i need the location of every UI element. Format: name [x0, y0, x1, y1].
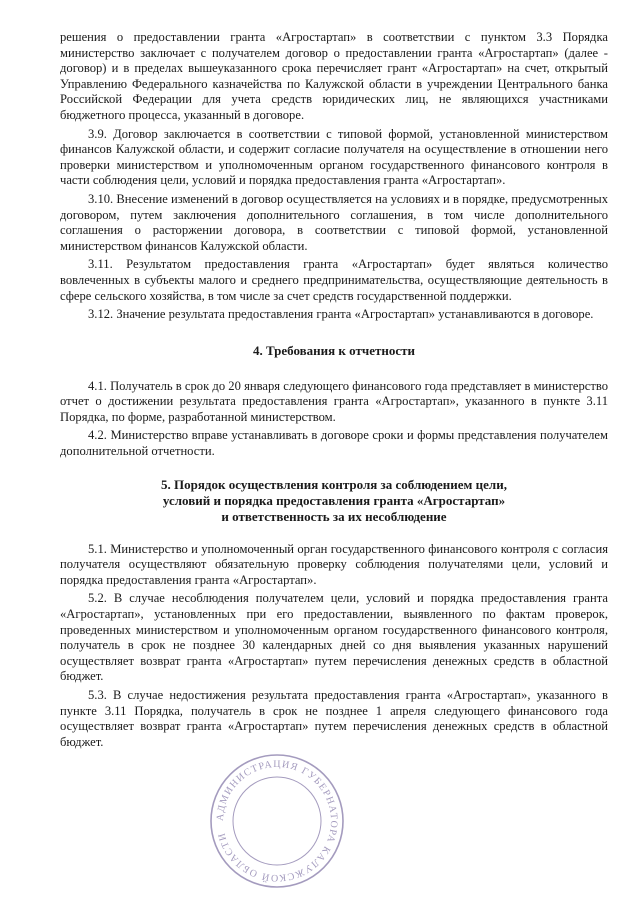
document-page: [60, 30, 608, 750]
paragraph-3-12: 3.12. Значение результата предоставления гранта «Агростартап» устанавливаются в договоре.: [88, 307, 594, 322]
paragraph-3-10: 3.10. Внесение изменений в договор осуществляется на условиях и в порядке, предусмотренных договором, путем заключения дополнительного соглашения, в том числе дополнительного соглашения о расторжении договора, в соответствии с типовой формой, установленной министерством финансов Калужской области.: [60, 191, 608, 253]
section-5-heading-line-2: условий и порядка предоставления гранта «Агростартап»: [162, 492, 506, 508]
section-5-heading-line-1: 5. Порядок осуществления контроля за соблюдением цели,: [161, 476, 507, 492]
svg-text:АДМИНИСТРАЦИЯ ГУБЕРНАТОРА КАЛУ: АДМИНИСТРАЦИЯ ГУБЕРНАТОРА КАЛУЖСКОЙ ОБЛАСТИ: [214, 758, 340, 884]
section-5-heading-line-3: и ответственность за их несоблюдение: [221, 508, 447, 524]
paragraph-5-1: 5.1. Министерство и уполномоченный орган государственного финансового контроля с согласия получателя осуществляют обязательную проверку соблюдения получателями цели, условий и порядка предоставления гранта «Агростартап».: [60, 541, 608, 587]
paragraph-3-11: 3.11. Результатом предоставления гранта «Агростартап» будет являться количество вовлеченных в субъекты малого и среднего предпринимательства, осуществляющие деятельность в сфере сельского хозяйства, в том числе за счет средств государственной поддержки.: [60, 257, 608, 303]
paragraph-5-3: 5.3. В случае недостижения результата предоставления гранта «Агростартап», указанного в пункте 3.11 Порядка, получатель в срок не позднее 1 апреля следующего финансового года осуществляет возврат гранта «Агростартап» путем перечисления денежных средств в областной бюджет.: [60, 688, 608, 749]
paragraph-4-1: 4.1. Получатель в срок до 20 января следующего финансового года представляет в министерство отчет о достижении результата предоставления гранта «Агростартап», указанного в пункте 3.11 Порядка, по форме, разработанной министерством.: [60, 378, 608, 424]
section-4-heading: 4. Требования к отчетности: [252, 342, 416, 358]
paragraph-5-2: 5.2. В случае несоблюдения получателем цели, условий и порядка предоставления гранта «Агростартап», установленных при его предоставлении, выявленного по фактам проверок, проведенных министерством и уполномоченным органом государственного финансового контроля, получатель в срок не позднее 30 календарных дней со дня выявления указанных нарушений осуществляет возврат гранта «Агростартап» путем перечисления денежных средств в областной бюджет.: [60, 591, 608, 684]
paragraph-3-8-cont: решения о предоставлении гранта «Агростартап» в соответствии с пунктом 3.3 Порядка министерство заключает с получателем договор о предоставлении гранта «Агростартап» (далее - договор) и в пределах вышеуказанного срока перечисляет грант «Агростартап» на счет, открытый Управлению Федерального казначейства по Калужской области в учреждении Центрального банка Российской Федерации для учета средств юридических лиц, не являющихся участниками бюджетного процесса, указанный в договоре.: [60, 30, 608, 122]
section-5-heading: [60, 477, 608, 525]
paragraph-4-2: 4.2. Министерство вправе устанавливать в договоре сроки и формы представления получателем дополнительной отчетности.: [60, 428, 608, 459]
official-seal-icon: [208, 752, 346, 890]
paragraph-3-9: 3.9. Договор заключается в соответствии с типовой формой, установленной министерством финансов Калужской области, и содержит согласие получателя на осуществление в отношении него проверки министерством и уполномоченным органом государственного финансового контроля в части соблюдения цели, условий и порядка предоставления гранта «Агростартап».: [60, 126, 608, 188]
